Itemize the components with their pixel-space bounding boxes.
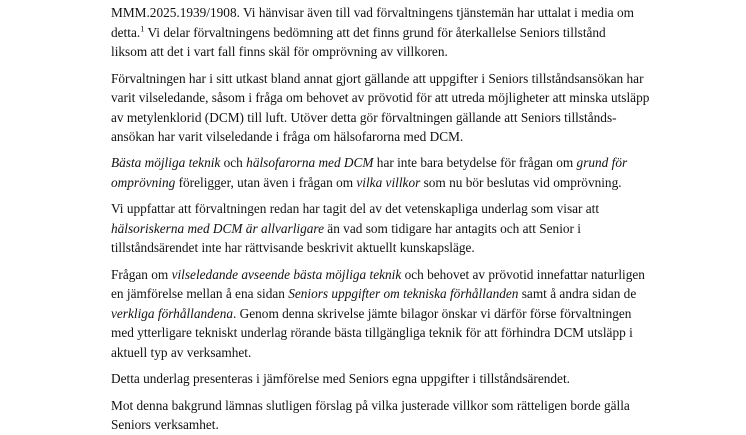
- text-segment: Seniors verksamhet.: [111, 417, 219, 432]
- text-segment: Förvaltningen har i sitt utkast bland annat gjort gällande att uppgifter i Seniors tillståndsansökan har: [111, 70, 644, 86]
- text-segment: har inte bara betydelse för frågan om: [373, 155, 577, 170]
- text-segment: Vi delar förvaltningens bedömning att det finns grund för återkallelse Seniors tillstånd: [144, 24, 606, 40]
- text-line: [111, 416, 219, 435]
- text-line: [111, 266, 645, 285]
- text-line: [111, 305, 631, 324]
- text-line: [111, 43, 448, 62]
- text-line: [111, 344, 251, 363]
- text-line: [111, 239, 475, 258]
- text-line: [111, 220, 581, 239]
- text-line: [111, 24, 606, 43]
- text-segment: . Genom denna skrivelse jämte bilagor önskar vi därför förse förvaltningen: [233, 305, 632, 321]
- text-segment: Detta underlag presenteras i jämförelse med Seniors egna uppgifter i tillståndsärendet.: [111, 371, 570, 386]
- text-line: [111, 70, 644, 89]
- emphasis-text: grund för: [576, 155, 628, 170]
- text-line: [111, 154, 627, 173]
- text-segment: med ytterligare tekniskt underlag rörande bästa tillgängliga teknik för att förhindra DCM utsläpp i: [111, 325, 633, 340]
- text-line: [111, 128, 463, 147]
- text-segment: liksom att det i vart fall finns skäl för omprövning av villkoren.: [111, 44, 448, 59]
- text-line: [111, 324, 633, 343]
- text-segment: och behovet av prövotid innefattar naturligen: [401, 266, 645, 282]
- emphasis-text: vilka villkor: [356, 174, 421, 190]
- text-line: [111, 174, 622, 193]
- text-segment: ansökan har varit vilseledande i fråga om hälsofarorna med DCM.: [111, 129, 464, 144]
- text-segment: Frågan om: [111, 266, 172, 282]
- text-line: [111, 4, 634, 23]
- text-segment: Mot denna bakgrund lämnas slutligen förslag på vilka justerade villkor som rätteligen borde gälla: [111, 397, 630, 413]
- emphasis-text: verkliga förhållandena: [111, 305, 233, 321]
- emphasis-text: omprövning: [111, 174, 176, 190]
- text-line: [111, 370, 570, 389]
- emphasis-text: Bästa möjliga teknik: [111, 155, 221, 170]
- text-segment: detta.: [111, 24, 141, 40]
- text-line: [111, 200, 599, 219]
- text-segment: av metylenklorid (DCM) till luft. Utöver detta gör förvaltningen gällande att Seniors tillstånds-: [111, 109, 617, 125]
- emphasis-text: hälsoriskerna med DCM är allvarligare: [111, 220, 324, 236]
- emphasis-text: Seniors uppgifter om tekniska förhållanden: [288, 286, 519, 301]
- text-segment: en jämförelse mellan å ena sidan: [111, 286, 289, 301]
- text-segment: varit vilseledande, såsom i fråga om behovet av prövotid för att utreda möjligheter att minska utsläpp: [111, 90, 650, 105]
- text-segment: och: [220, 155, 247, 170]
- text-line: [111, 397, 630, 416]
- text-segment: föreligger, utan även i frågan om: [175, 174, 357, 190]
- emphasis-text: vilseledande avseende bästa möjliga teknik: [171, 266, 402, 282]
- text-line: [111, 89, 649, 108]
- footnote-ref: 1: [140, 23, 145, 34]
- text-segment: MMM.2025.1939/1908. Vi hänvisar även till vad förvaltningens tjänstemän har uttalat i media om: [111, 5, 634, 20]
- text-segment: aktuell typ av verksamhet.: [111, 344, 252, 360]
- text-line: [111, 285, 636, 304]
- text-segment: samt å andra sidan de: [518, 286, 637, 301]
- text-segment: tillståndsärendet inte har rättvisande beskrivit aktuellt kunskapsläge.: [111, 240, 475, 255]
- text-line: [111, 109, 617, 128]
- text-segment: som nu bör beslutas vid omprövning.: [420, 174, 622, 190]
- text-segment: Vi uppfattar att förvaltningen redan har tagit del av det vetenskapliga underlag som visar att: [111, 201, 600, 216]
- text-segment: än vad som tidigare har antagits och att Senior i: [323, 220, 581, 236]
- emphasis-text: hälsofarorna med DCM: [246, 155, 374, 170]
